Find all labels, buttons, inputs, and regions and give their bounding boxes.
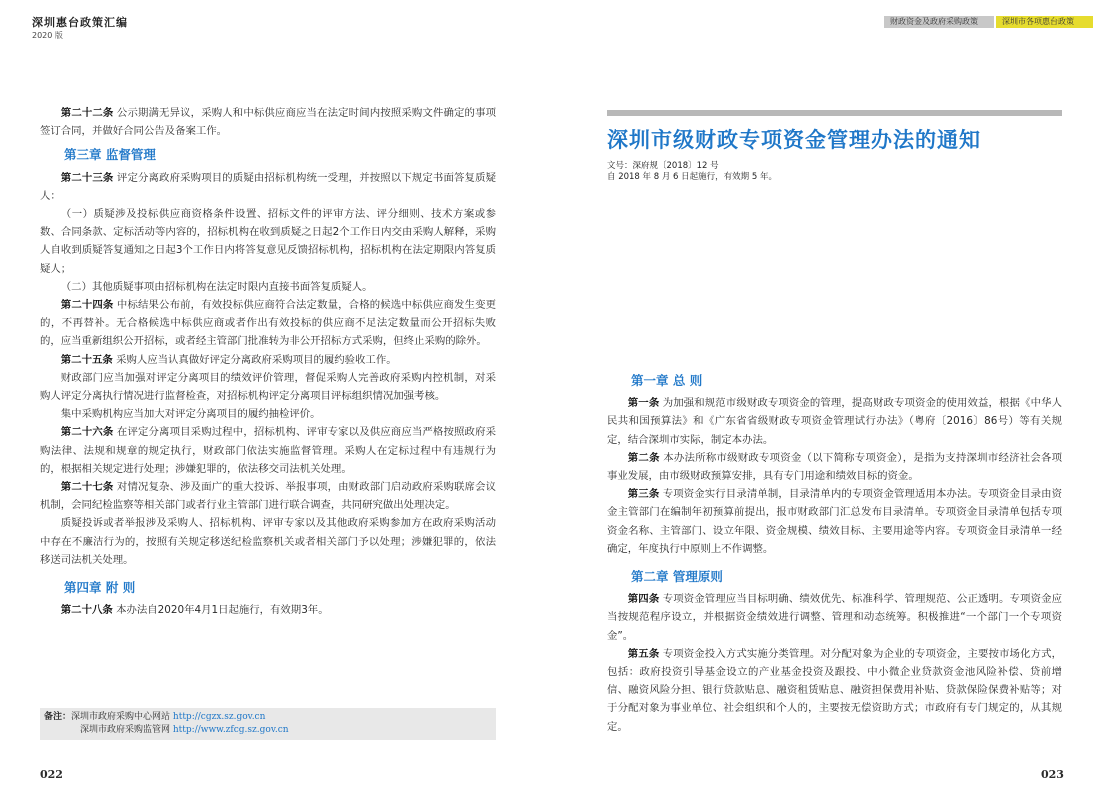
chapter-heading: 第三章 监督管理 [64,147,156,163]
title-rule [607,110,1062,116]
paragraph: （一）质疑涉及投标供应商资格条件设置、招标文件的评审方法、评分细则、技术方案或参数、合同条款、定标活动等内容的，招标机构在收到质疑之日起2个工作日内交由采购人解释，采购人自收到质疑答复通知之日起3个工作日内将答复意见反馈招标机构，招标机构在法定期限内答复质疑人； [40,208,496,275]
section-tag-policies: 深圳市各项惠台政策 [996,16,1093,28]
article-text: 公示期满无异议，采购人和中标供应商应当在法定时间内按照采购文件确定的事项签订合同，并做好合同公告及备案工作。 [40,107,496,138]
footnote-box [40,708,496,740]
document-title: 深圳市级财政专项资金管理办法的通知 [607,128,981,152]
article-label: 第二十五条 [60,353,113,366]
article-24 [40,296,496,351]
page-number-left: 022 [40,768,63,781]
article-label: 第四条 [627,593,660,606]
article-4 [607,590,1062,645]
chapter-heading: 第四章 附 则 [64,580,136,596]
section-tag-finance: 财政资金及政府采购政策 [884,16,994,28]
note-link[interactable]: http://cgzx.sz.gov.cn [172,712,266,722]
article-text: 本办法所称市级财政专项资金（以下简称专项资金），是指为支持深圳市经济社会各项事业发展，由市级财政预算安排，具有专门用途和绩效目标的资金。 [607,451,1063,483]
document-number: 文号：深府规〔2018〕12 号 [607,161,719,171]
article-text: 在评定分离项目采购过程中，招标机构、评审专家以及供应商应当严格按照政府采购法律、法规和规章的规定执行，财政部门依法实施监督管理。采购人在定标过程中有违规行为的，根据相关规定进行处理；涉嫌犯罪的，依法移交司法机关处理。 [40,426,496,475]
article-text: 评定分离政府采购项目的质疑由招标机构统一受理，并按照以下规定书面答复质疑人： [40,171,496,202]
book-edition: 2020 版 [32,31,63,40]
article-text: 专项资金实行目录清单制，目录清单内的专项资金管理适用本办法。专项资金目录由资金主管部门在编制年初预算前提出，报市财政部门汇总发布目录清单。专项资金目录清单包括专项资金名称、主管部门、设立年限、资金规模、绩效目标、主要用途等内容。专项资金目录清单一经确定，年度执行中原则上不作调整。 [607,488,1062,555]
article-label: 第一条 [627,397,660,410]
page-number-right: 023 [1041,768,1064,781]
article-text: 专项资金投入方式实施分类管理。对分配对象为企业的专项资金，主要按市场化方式，包括：政府投资引导基金设立的产业基金投资及跟投、中小微企业贷款资金池风险补偿、贷前增信、融资风险分担、银行贷款贴息、融资租赁贴息、融资担保费用补贴、贷款保险保费补贴等；对于分配对象为事业单位、社会组织和个人的，主要按无偿资助方式；市政府有专门规定的，从其规定。 [607,647,1062,733]
paragraph: 财政部门应当加强对评定分离项目的绩效评价管理，督促采购人完善政府采购内控机制，对采购人评定分离执行情况进行监督检查，对招标机构评定分离项目评标组织情况加强考核。 [40,371,496,403]
note-site-name: 深圳市政府采购监管网 [80,725,171,735]
left-page-body [40,104,496,619]
document-meta [607,161,777,183]
article-22 [40,104,496,140]
article-text: 对情况复杂、涉及面广的重大投诉、举报事项，由财政部门启动政府采购联席会议机制，会同纪检监察等相关部门或者行业主管部门进行联合调查，共同研究做出处理决定。 [40,481,496,512]
note-label: 备注： [44,712,72,722]
article-5 [607,645,1062,736]
article-27 [40,478,496,514]
chapter-heading: 第二章 管理原则 [631,569,723,585]
document-effective: 自 2018 年 8 月 6 日起施行，有效期 5 年。 [607,172,777,182]
article-23 [40,169,496,205]
note-site-name: 深圳市政府采购中心网站 [71,712,171,722]
right-page-body [607,366,1062,736]
note-link[interactable]: http://www.zfcg.sz.gov.cn [172,725,289,735]
article-label: 第二十三条 [60,171,114,184]
chapter-heading: 第一章 总 则 [631,373,703,388]
article-text: 专项资金管理应当目标明确、绩效优先、标准科学、管理规范、公正透明。专项资金应当按规范程序设立，并根据资金绩效进行调整、管理和动态统筹。积极推进“一个部门一个专项资金”。 [607,593,1062,642]
article-label: 第三条 [627,488,660,501]
paragraph: （二）其他质疑事项由招标机构在法定时限内直接书面答复质疑人。 [60,280,373,293]
article-25 [40,351,496,369]
paragraph: 集中采购机构应当加大对评定分离项目的履约抽检评价。 [60,408,321,421]
article-3 [607,485,1062,558]
article-text: 本办法自2020年4月1日起施行，有效期3年。 [116,604,329,617]
article-label: 第二十七条 [60,481,114,494]
article-label: 第二十二条 [60,107,114,119]
article-text: 为加强和规范市级财政专项资金的管理，提高财政专项资金的使用效益，根据《中华人民共和国预算法》和《广东省省级财政专项资金管理试行办法》（粤府〔2016〕86号）等有关规定，结合深圳市实际，制定本办法。 [607,397,1062,446]
article-28 [40,601,496,619]
article-label: 第二十六条 [60,426,114,439]
article-label: 第二条 [627,451,660,464]
book-title: 深圳惠台政策汇编 [32,16,128,29]
article-label: 第二十四条 [60,299,114,312]
article-label: 第二十八条 [60,604,113,617]
article-2 [607,449,1062,485]
article-label: 第五条 [627,647,660,660]
article-text: 中标结果公布前，有效投标供应商符合法定数量，合格的候选中标供应商发生变更的，不再替补。无合格候选中标供应商或者作出有效投标的供应商不足法定数量而公开招标失败的，应当重新组织公开招标，或者经主管部门批准转为非公开招标方式采购，但终止采购的除外。 [40,299,496,348]
article-text: 采购人应当认真做好评定分离政府采购项目的履约验收工作。 [116,353,397,366]
article-1 [607,394,1062,449]
article-26 [40,423,496,478]
paragraph: 质疑投诉或者举报涉及采购人、招标机构、评审专家以及其他政府采购参加方在政府采购活动中存在不廉洁行为的，按照有关规定移送纪检监察机关或者相关部门予以处理；涉嫌犯罪的，依法移送司法机关处理。 [40,517,496,566]
